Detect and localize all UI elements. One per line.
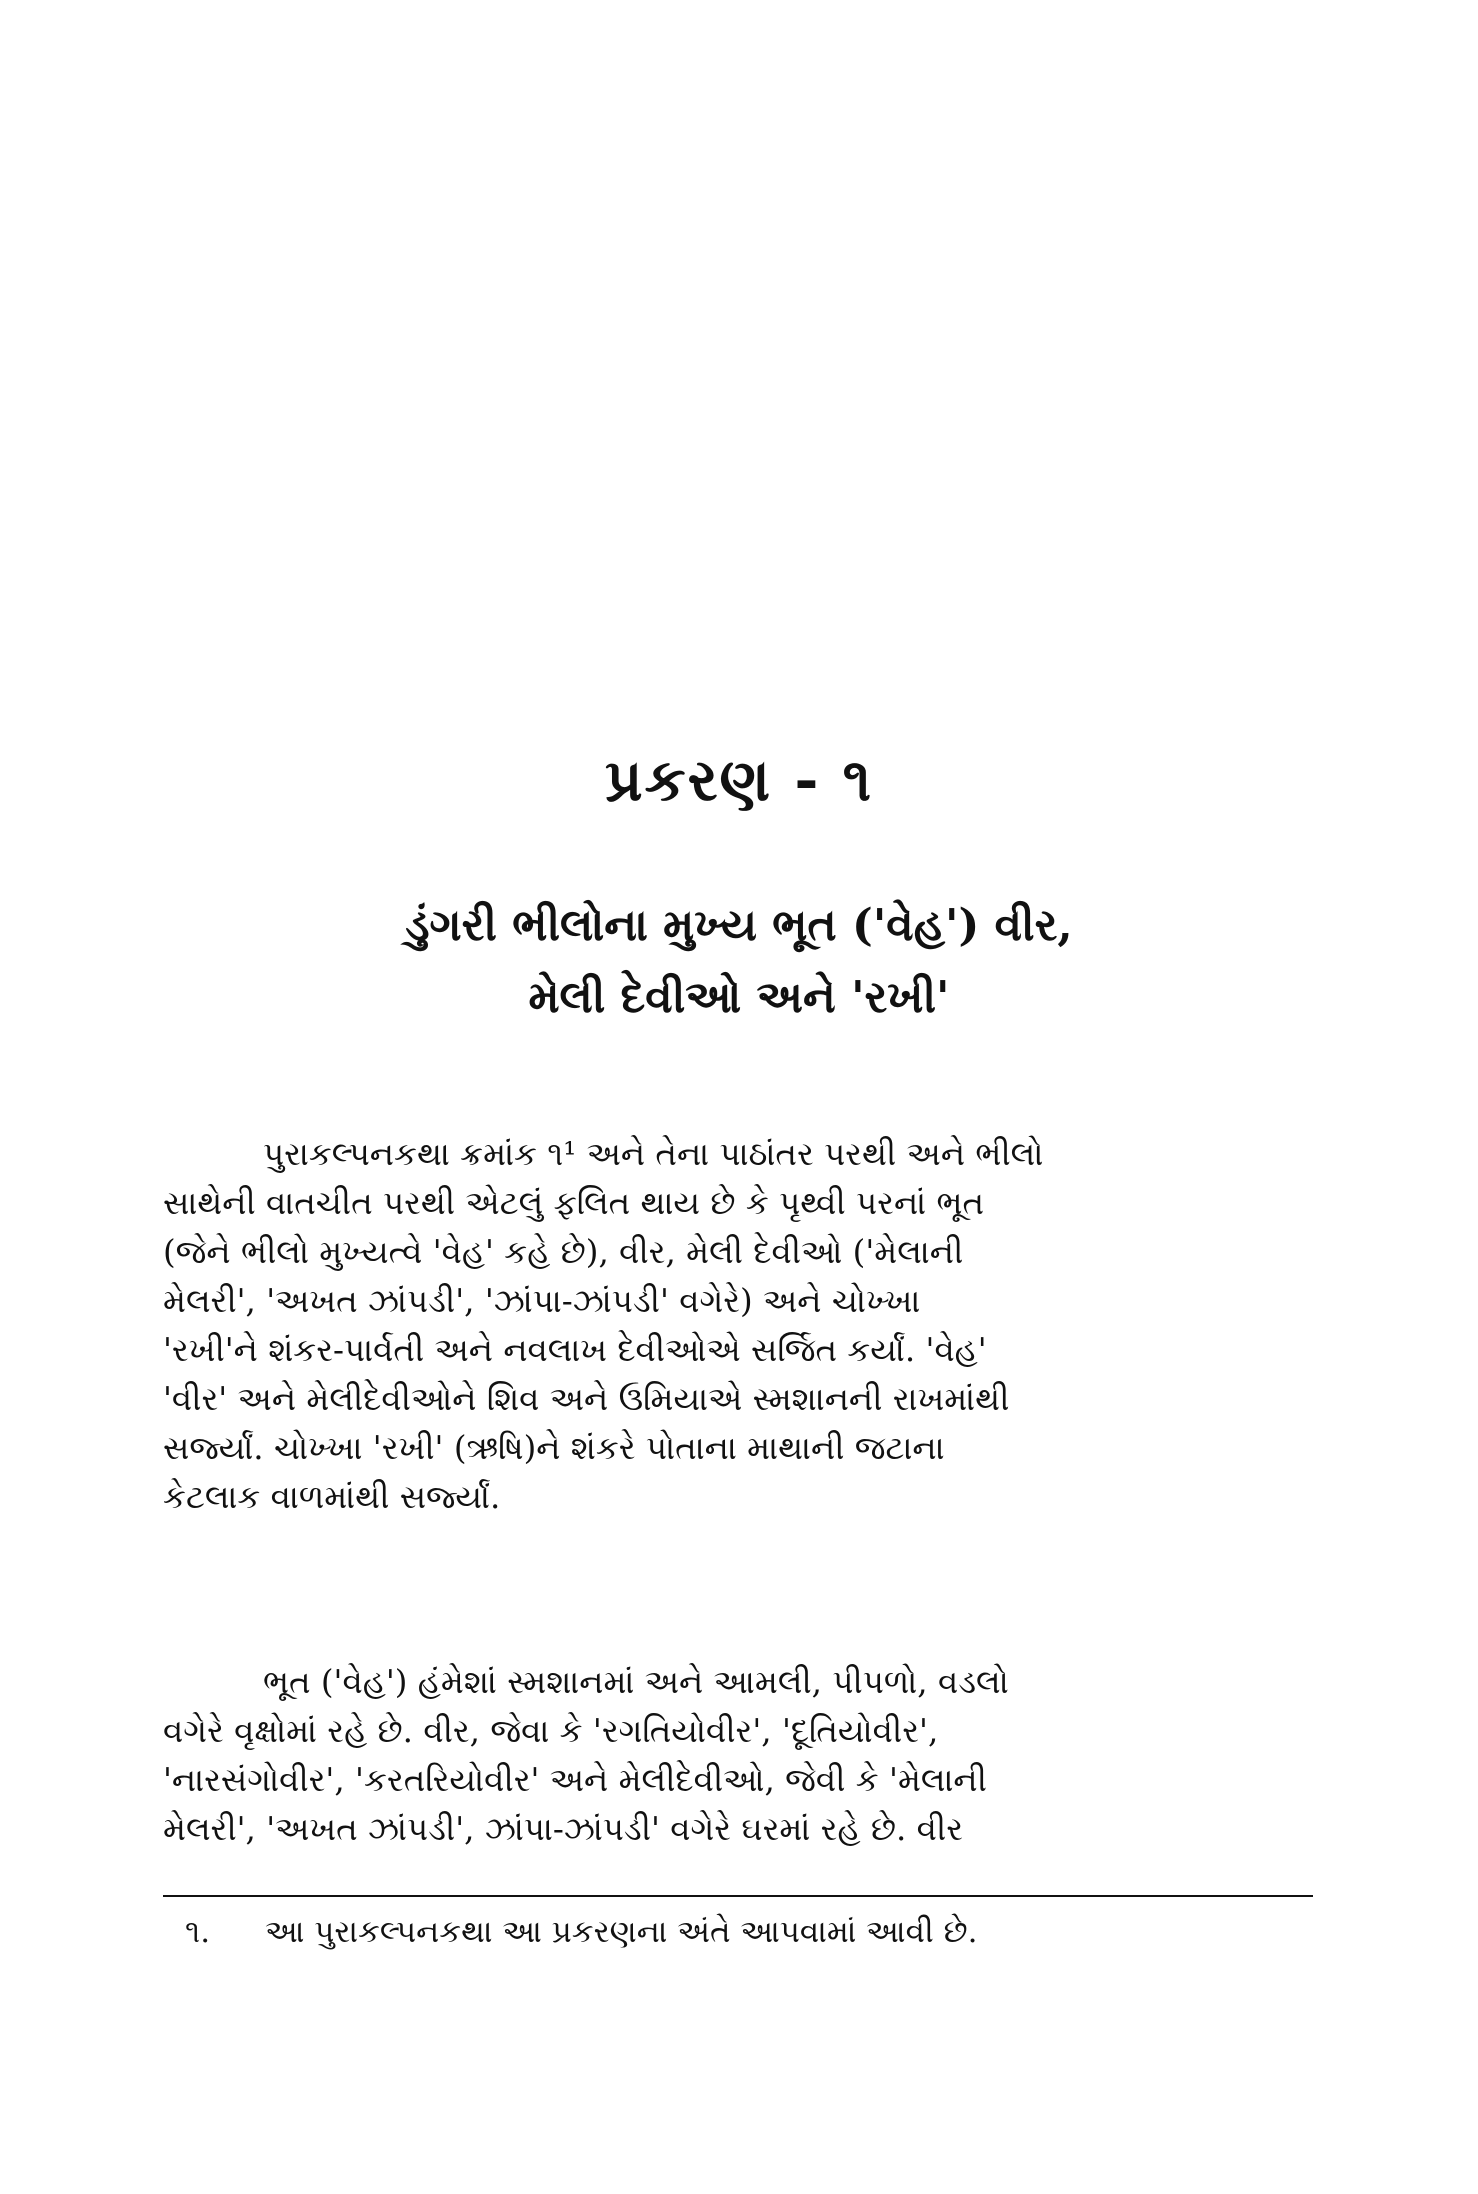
body-paragraph-2 xyxy=(163,1658,1313,1854)
chapter-title-line: ડુંગરી ભીલોના મુખ્ય ભૂત ('વેહ') વીર, xyxy=(405,900,1073,951)
chapter-heading: પ્રકરણ - ૧ xyxy=(604,746,874,814)
chapter-title xyxy=(160,890,1318,1034)
footnote-text: આ પુરાકલ્પનકથા આ પ્રકરણના અંતે આપવામાં આવી છે. xyxy=(265,1914,978,1950)
chapter-title-line: મેલી દેવીઓ અને 'રખી' xyxy=(528,972,950,1023)
paragraph-line: સર્જ્યાં. ચોખ્ખા 'રખી' (ઋષિ)ને શંકરે પોતાના માથાની જટાના xyxy=(163,1429,945,1467)
footnote-marker: ૧. xyxy=(185,1914,211,1950)
paragraph-line: મેલરી', 'અખત ઝાંપડી', 'ઝાંપા-ઝાંપડી' વગેરે) અને ચોખ્ખા xyxy=(163,1282,921,1320)
footnote xyxy=(185,1908,1305,1956)
paragraph-line: 'રખી'ને શંકર-પાર્વતી અને નવલાખ દેવીઓએ સર્જિત કર્યાં. 'વેહ' xyxy=(163,1331,987,1369)
paragraph-line: (જેને ભીલો મુખ્યત્વે 'વેહ' કહે છે), વીર, મેલી દેવીઓ ('મેલાની xyxy=(163,1233,964,1271)
paragraph-line: પુરાકલ્પનકથા ક્રમાંક ૧¹ અને તેના પાઠાંતર પરથી અને ભીલો xyxy=(263,1135,1044,1173)
paragraph-line: 'નારસંગોવીર', 'કરતરિયોવીર' અને મેલીદેવીઓ, જેવી કે 'મેલાની xyxy=(163,1761,987,1799)
body-paragraph-1 xyxy=(163,1130,1313,1522)
paragraph-line: વગેરે વૃક્ષોમાં રહે છે. વીર, જેવા કે 'રગતિયોવીર', 'દૂતિયોવીર', xyxy=(163,1712,939,1750)
paragraph-line: 'વીર' અને મેલીદેવીઓને શિવ અને ઉમિયાએ સ્મશાનની રાખમાંથી xyxy=(163,1380,1010,1418)
paragraph-line: મેલરી', 'અખત ઝાંપડી', ઝાંપા-ઝાંપડી' વગેરે ઘરમાં રહે છે. વીર xyxy=(163,1810,964,1848)
paragraph-line: સાથેની વાતચીત પરથી એટલું ફલિત થાય છે કે પૃથ્વી પરનાં ભૂત xyxy=(163,1184,985,1222)
paragraph-line: કેટલાક વાળમાંથી સર્જ્યાં. xyxy=(163,1478,501,1516)
paragraph-line: ભૂત ('વેહ') હંમેશાં સ્મશાનમાં અને આમલી, પીપળો, વડલો xyxy=(263,1663,1009,1701)
footnote-divider xyxy=(163,1895,1313,1897)
